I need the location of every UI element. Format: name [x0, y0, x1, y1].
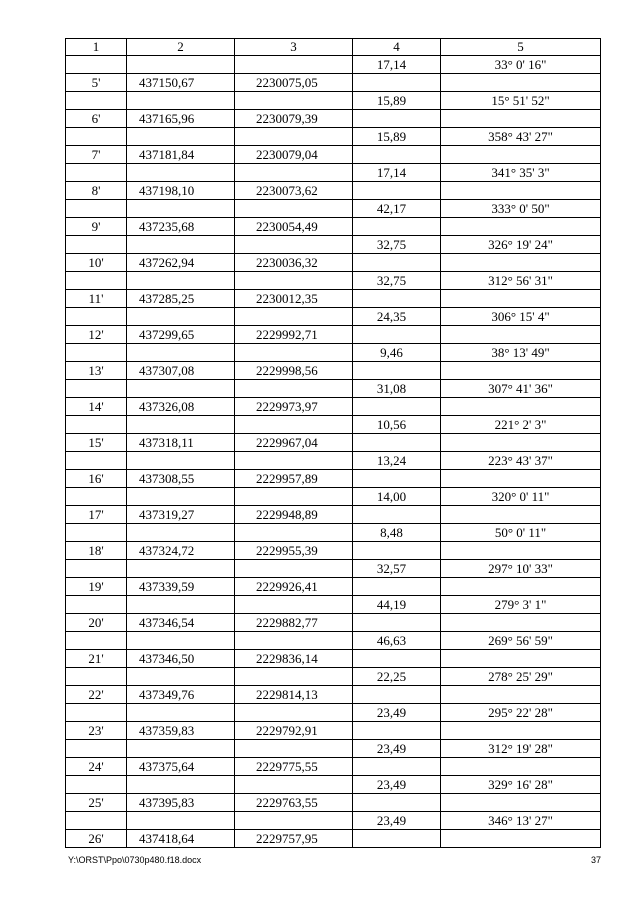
y-coordinate-cell: 2229998,56 — [235, 362, 353, 380]
point-id-cell: 20' — [66, 614, 127, 632]
y-coordinate-cell: 2229792,91 — [235, 722, 353, 740]
edge-angle-cell: 307° 41' 36" — [441, 380, 601, 398]
edge-row — [66, 812, 601, 830]
x-coordinate-cell: 437346,50 — [127, 650, 235, 668]
edge-length-cell: 24,35 — [353, 308, 441, 326]
point-row — [66, 578, 601, 596]
x-coordinate-cell: 437308,55 — [127, 470, 235, 488]
y-coordinate-cell: 2229957,89 — [235, 470, 353, 488]
edge-angle-cell: 15° 51' 52" — [441, 92, 601, 110]
y-coordinate-cell: 2230079,04 — [235, 146, 353, 164]
edge-angle-cell: 341° 35' 3" — [441, 164, 601, 182]
edge-angle-cell: 358° 43' 27" — [441, 128, 601, 146]
point-row — [66, 254, 601, 272]
x-coordinate-cell: 437318,11 — [127, 434, 235, 452]
edge-row — [66, 416, 601, 434]
header-row — [66, 39, 601, 56]
edge-angle-cell: 33° 0' 16" — [441, 56, 601, 74]
edge-angle-cell: 297° 10' 33" — [441, 560, 601, 578]
edge-length-cell: 23,49 — [353, 704, 441, 722]
point-row — [66, 110, 601, 128]
edge-length-cell: 23,49 — [353, 776, 441, 794]
edge-row — [66, 776, 601, 794]
edge-length-cell: 46,63 — [353, 632, 441, 650]
edge-row — [66, 380, 601, 398]
x-coordinate-cell: 437375,64 — [127, 758, 235, 776]
x-coordinate-cell: 437262,94 — [127, 254, 235, 272]
edge-length-cell: 15,89 — [353, 92, 441, 110]
header-cell-1: 1 — [66, 39, 127, 56]
table-body — [66, 56, 601, 848]
point-row — [66, 146, 601, 164]
x-coordinate-cell: 437359,83 — [127, 722, 235, 740]
edge-length-cell: 17,14 — [353, 164, 441, 182]
y-coordinate-cell: 2229763,55 — [235, 794, 353, 812]
point-id-cell: 23' — [66, 722, 127, 740]
edge-row — [66, 92, 601, 110]
y-coordinate-cell: 2230036,32 — [235, 254, 353, 272]
y-coordinate-cell: 2229814,13 — [235, 686, 353, 704]
point-id-cell: 10' — [66, 254, 127, 272]
edge-angle-cell: 269° 56' 59" — [441, 632, 601, 650]
edge-row — [66, 668, 601, 686]
header-cell-3: 3 — [235, 39, 353, 56]
edge-length-cell: 10,56 — [353, 416, 441, 434]
edge-angle-cell: 50° 0' 11" — [441, 524, 601, 542]
point-id-cell: 8' — [66, 182, 127, 200]
x-coordinate-cell: 437395,83 — [127, 794, 235, 812]
y-coordinate-cell: 2230054,49 — [235, 218, 353, 236]
edge-length-cell: 32,75 — [353, 236, 441, 254]
point-row — [66, 326, 601, 344]
edge-angle-cell: 278° 25' 29" — [441, 668, 601, 686]
point-id-cell: 7' — [66, 146, 127, 164]
y-coordinate-cell: 2229967,04 — [235, 434, 353, 452]
edge-length-cell: 22,25 — [353, 668, 441, 686]
y-coordinate-cell: 2229836,14 — [235, 650, 353, 668]
header-cell-4: 4 — [353, 39, 441, 56]
point-row — [66, 434, 601, 452]
point-id-cell: 12' — [66, 326, 127, 344]
point-row — [66, 506, 601, 524]
point-row — [66, 650, 601, 668]
edge-length-cell: 23,49 — [353, 812, 441, 830]
header-cell-5: 5 — [441, 39, 601, 56]
edge-angle-cell: 223° 43' 37" — [441, 452, 601, 470]
point-row — [66, 722, 601, 740]
edge-length-cell: 8,48 — [353, 524, 441, 542]
edge-length-cell: 42,17 — [353, 200, 441, 218]
point-row — [66, 686, 601, 704]
x-coordinate-cell: 437150,67 — [127, 74, 235, 92]
edge-length-cell: 23,49 — [353, 740, 441, 758]
edge-angle-cell: 320° 0' 11" — [441, 488, 601, 506]
footer-file-path: Y:\ORST\Ppo\0730p480.f18.docx — [68, 855, 202, 865]
y-coordinate-cell: 2229775,55 — [235, 758, 353, 776]
edge-angle-cell: 329° 16' 28" — [441, 776, 601, 794]
point-id-cell: 22' — [66, 686, 127, 704]
edge-angle-cell: 221° 2' 3" — [441, 416, 601, 434]
x-coordinate-cell: 437181,84 — [127, 146, 235, 164]
y-coordinate-cell: 2229973,97 — [235, 398, 353, 416]
edge-row — [66, 308, 601, 326]
edge-length-cell: 31,08 — [353, 380, 441, 398]
edge-angle-cell: 312° 19' 28" — [441, 740, 601, 758]
x-coordinate-cell: 437165,96 — [127, 110, 235, 128]
edge-length-cell: 32,75 — [353, 272, 441, 290]
y-coordinate-cell: 2229757,95 — [235, 830, 353, 848]
point-id-cell: 16' — [66, 470, 127, 488]
edge-length-cell: 32,57 — [353, 560, 441, 578]
point-row — [66, 290, 601, 308]
y-coordinate-cell: 2230073,62 — [235, 182, 353, 200]
edge-length-cell: 14,00 — [353, 488, 441, 506]
y-coordinate-cell: 2229992,71 — [235, 326, 353, 344]
point-id-cell: 15' — [66, 434, 127, 452]
edge-row — [66, 560, 601, 578]
point-row — [66, 614, 601, 632]
x-coordinate-cell: 437198,10 — [127, 182, 235, 200]
x-coordinate-cell: 437324,72 — [127, 542, 235, 560]
edge-row — [66, 488, 601, 506]
x-coordinate-cell: 437349,76 — [127, 686, 235, 704]
y-coordinate-cell: 2230079,39 — [235, 110, 353, 128]
point-row — [66, 830, 601, 848]
edge-row — [66, 236, 601, 254]
point-id-cell: 19' — [66, 578, 127, 596]
edge-angle-cell: 306° 15' 4" — [441, 308, 601, 326]
x-coordinate-cell: 437307,08 — [127, 362, 235, 380]
point-id-cell: 9' — [66, 218, 127, 236]
point-row — [66, 542, 601, 560]
edge-angle-cell: 333° 0' 50" — [441, 200, 601, 218]
edge-row — [66, 704, 601, 722]
x-coordinate-cell: 437346,54 — [127, 614, 235, 632]
edge-row — [66, 200, 601, 218]
edge-row — [66, 452, 601, 470]
x-coordinate-cell: 437285,25 — [127, 290, 235, 308]
footer-page-number: 37 — [590, 855, 601, 865]
point-row — [66, 794, 601, 812]
edge-row — [66, 740, 601, 758]
edge-length-cell: 9,46 — [353, 344, 441, 362]
edge-row — [66, 272, 601, 290]
x-coordinate-cell: 437418,64 — [127, 830, 235, 848]
point-id-cell: 18' — [66, 542, 127, 560]
y-coordinate-cell: 2229926,41 — [235, 578, 353, 596]
point-id-cell: 17' — [66, 506, 127, 524]
edge-row — [66, 596, 601, 614]
point-row — [66, 362, 601, 380]
point-id-cell: 5' — [66, 74, 127, 92]
header-cell-2: 2 — [127, 39, 235, 56]
edge-angle-cell: 279° 3' 1" — [441, 596, 601, 614]
y-coordinate-cell: 2230075,05 — [235, 74, 353, 92]
point-row — [66, 74, 601, 92]
point-id-cell: 26' — [66, 830, 127, 848]
point-row — [66, 758, 601, 776]
edge-row — [66, 56, 601, 74]
edge-row — [66, 524, 601, 542]
edge-row — [66, 128, 601, 146]
point-row — [66, 398, 601, 416]
point-row — [66, 218, 601, 236]
point-id-cell: 24' — [66, 758, 127, 776]
point-id-cell: 11' — [66, 290, 127, 308]
edge-row — [66, 344, 601, 362]
edge-angle-cell: 312° 56' 31" — [441, 272, 601, 290]
edge-row — [66, 164, 601, 182]
edge-length-cell: 15,89 — [353, 128, 441, 146]
x-coordinate-cell: 437299,65 — [127, 326, 235, 344]
edge-angle-cell: 346° 13' 27" — [441, 812, 601, 830]
point-row — [66, 470, 601, 488]
edge-angle-cell: 38° 13' 49" — [441, 344, 601, 362]
x-coordinate-cell: 437319,27 — [127, 506, 235, 524]
y-coordinate-cell: 2229948,89 — [235, 506, 353, 524]
y-coordinate-cell: 2230012,35 — [235, 290, 353, 308]
edge-length-cell: 44,19 — [353, 596, 441, 614]
point-id-cell: 13' — [66, 362, 127, 380]
x-coordinate-cell: 437326,08 — [127, 398, 235, 416]
point-id-cell: 6' — [66, 110, 127, 128]
y-coordinate-cell: 2229955,39 — [235, 542, 353, 560]
x-coordinate-cell: 437339,59 — [127, 578, 235, 596]
point-row — [66, 182, 601, 200]
point-id-cell: 14' — [66, 398, 127, 416]
point-id-cell: 21' — [66, 650, 127, 668]
edge-row — [66, 632, 601, 650]
edge-length-cell: 13,24 — [353, 452, 441, 470]
edge-angle-cell: 326° 19' 24" — [441, 236, 601, 254]
point-id-cell: 25' — [66, 794, 127, 812]
coordinates-table — [65, 38, 601, 848]
edge-angle-cell: 295° 22' 28" — [441, 704, 601, 722]
y-coordinate-cell: 2229882,77 — [235, 614, 353, 632]
edge-length-cell: 17,14 — [353, 56, 441, 74]
x-coordinate-cell: 437235,68 — [127, 218, 235, 236]
